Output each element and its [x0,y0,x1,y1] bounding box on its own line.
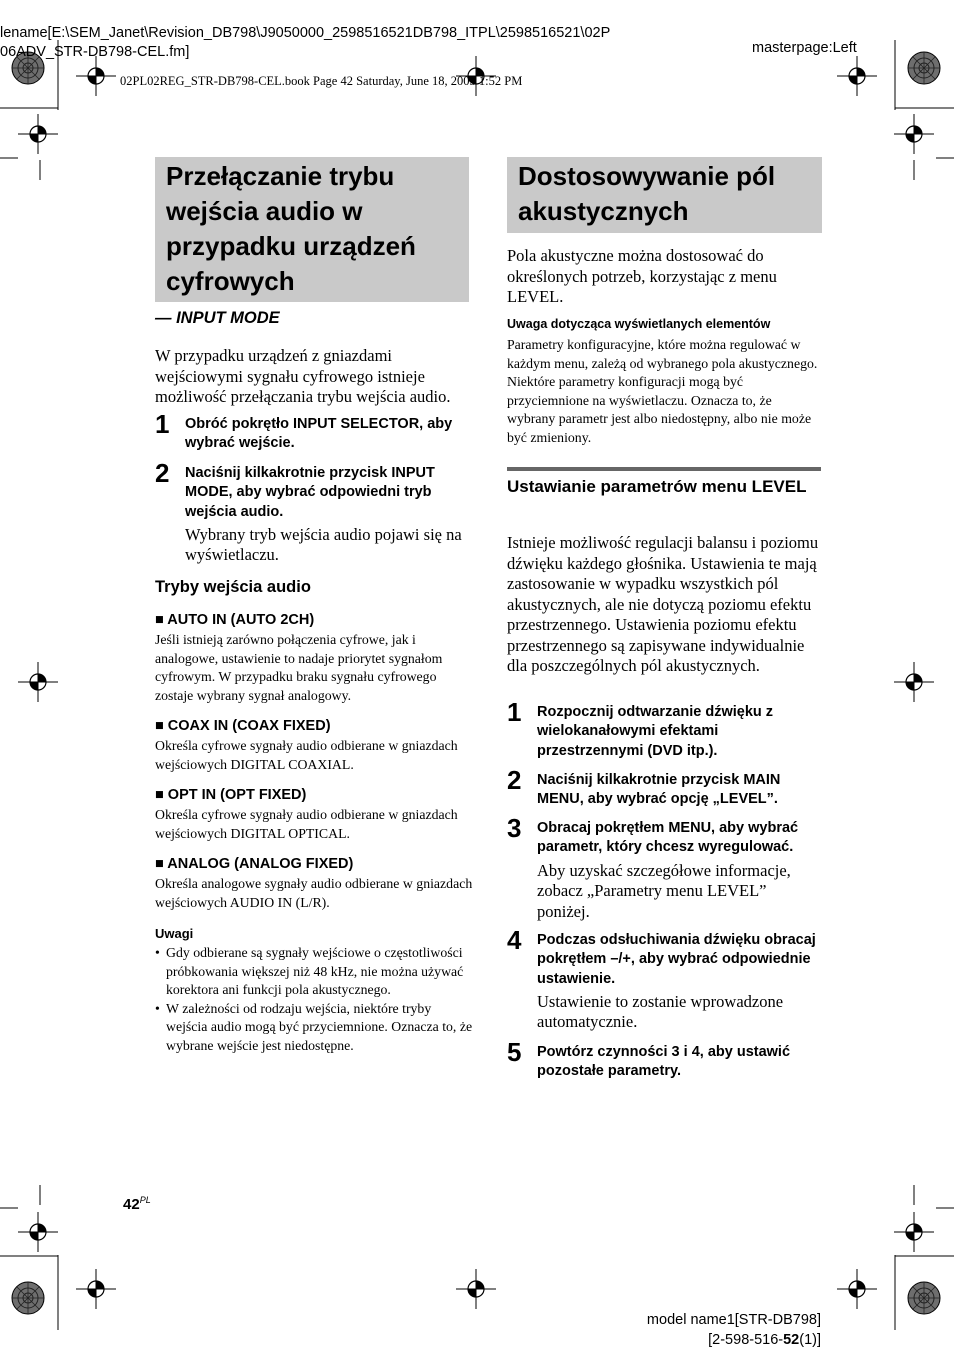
model-label [647,1310,821,1350]
step-description: Wybrany tryb wejścia audio pojawi się na wyświetlaczu. [185,524,462,565]
left-heading-box [155,157,469,302]
right-step-5 [507,1037,823,1082]
step-number: 4 [507,925,522,955]
section-heading: Ustawianie parametrów menu LEVEL [507,477,807,496]
page-number-value: 42 [123,1196,140,1213]
modes-heading: Tryby wejścia audio [155,578,311,596]
note-text: Gdy odbierane są sygnały wejściowe o częstotliwości próbkowania większej niż 48 kHz, nie można używać korektora ani funkcji pola akustycznego. [166,945,464,997]
step-description: Aby uzyskać szczegółowe informacje, zobacz „Parametry menu LEVEL” poniżej. [537,860,791,921]
step-text: Rozpocznij odtwarzanie dźwięku z wielokanałowymi efektami przestrzennymi (DVD itp.). [537,704,774,759]
square-bullet-icon: ■ [155,612,164,628]
masterpage-label: masterpage:Left [752,40,857,56]
section-intro: Istnieje możliwość regulacji balansu i poziomu dźwięku każdego głośnika. Ustawienia te mają zastosowanie w wypadku wszystkich pól akustycznych, ale nie dotyczą poziomu efektu przestrzennego. Ustawienia poziomu efektu przestrzennego są zapisywane indywidualnie dla poszczególnych pól akustycznych. [507,533,819,675]
step-number: 3 [507,813,522,843]
step-number: 5 [507,1037,522,1067]
mode-coax-in [155,718,473,774]
model-line-2: [2-598-516-52(1)] [708,1332,821,1348]
note-item [155,944,473,1000]
left-subtitle: — INPUT MODE [155,309,280,327]
step-text: Powtórz czynności 3 i 4, aby ustawić pozostałe parametry. [537,1044,791,1080]
section-rule [507,467,821,471]
mode-analog [155,856,473,912]
filename-line-1: lename[E:\SEM_Janet\Revision_DB798\J9050000_2598516521DB798_ITPL\2598516521\02P [0,25,611,41]
display-note-heading: Uwaga dotycząca wyświetlanych elementów [507,317,771,331]
right-step-2 [507,765,823,810]
model-line-1: model name1[STR-DB798] [646,1312,821,1328]
step-text: Podczas odsłuchiwania dźwięku obracaj pokrętłem –/+, aby wybrać odpowiednie ustawienie. [537,932,816,987]
right-heading-box [507,157,822,233]
mode-text: Określa cyfrowe sygnały audio odbierane w gniazdach wejściowych DIGITAL COAXIAL. [155,738,458,772]
left-step-1 [155,409,473,454]
right-step-1 [507,697,823,761]
mode-title: AUTO IN (AUTO 2CH) [167,612,315,628]
book-info-line: 02PL02REG_STR-DB798-CEL.book Page 42 Saturday, June 18, 2005 1:52 PM [120,74,523,88]
square-bullet-icon: ■ [155,718,164,734]
mode-title: OPT IN (OPT FIXED) [167,787,307,803]
step-number: 2 [507,765,522,795]
left-heading: Przełączanie trybu wejścia audio w przypadku urządzeń cyfrowych [166,161,416,296]
step-text: Naciśnij kilkakrotnie przycisk INPUT MODE, aby wybrać odpowiedni tryb wejścia audio. [185,465,435,520]
step-description: Ustawienie to zostanie wprowadzone automatycznie. [537,991,784,1032]
filename-label [0,24,660,62]
mode-title: ANALOG (ANALOG FIXED) [167,856,354,872]
step-text: Naciśnij kilkakrotnie przycisk MAIN MENU, aby wybrać opcję „LEVEL”. [537,772,781,808]
mode-text: Określa cyfrowe sygnały audio odbierane w gniazdach wejściowych DIGITAL OPTICAL. [155,807,458,841]
step-number: 1 [155,409,170,439]
mode-title: COAX IN (COAX FIXED) [167,718,331,734]
step-text: Obróć pokrętło INPUT SELECTOR, aby wybrać wejście. [185,416,453,452]
bullet-icon: • [155,945,160,960]
mode-text: Jeśli istnieją zarówno połączenia cyfrowe, jak i analogowe, ustawienie to nadaje priorytet sygnałom cyfrowym. W przypadku braku sygnału cyfrowego zostaje wybrany sygnał analogowy. [155,632,443,703]
display-note-text: Parametry konfiguracyjne, które można regulować w każdym menu, zależą od wybranego pola akustycznego. Niektóre parametry konfiguracji mogą być przyciemnione na wyświetlaczu. Oznacza to, że wybrany parametr jest albo niedostępny, albo nie może być zmieniony. [507,337,818,445]
right-step-4 [507,925,823,1033]
left-step-2 [155,458,473,566]
mode-opt-in [155,787,473,843]
right-intro: Pola akustyczne można dostosować do określonych potrzeb, korzystając z menu LEVEL. [507,246,777,306]
mode-text: Określa analogowe sygnały audio odbierane w gniazdach wejściowych AUDIO IN (L/R). [155,876,473,910]
step-text: Obracaj pokrętłem MENU, aby wybrać parametr, który chcesz wyregulować. [537,820,799,856]
note-item [155,1000,473,1056]
right-heading: Dostosowywanie pól akustycznych [518,161,776,226]
bullet-icon: • [155,1000,160,1016]
page-number-suffix: PL [139,1195,151,1205]
notes-heading: Uwagi [155,926,194,941]
notes-list [155,944,473,1055]
page-number [123,1195,151,1213]
mode-auto-in [155,612,473,705]
right-step-3 [507,813,823,922]
square-bullet-icon: ■ [155,856,164,872]
filename-line-2: 06ADV_STR-DB798-CEL.fm] [0,44,190,60]
step-number: 2 [155,458,170,488]
note-text: W zależności od rodzaju wejścia, niektóre tryby wejścia audio mogą być przyciemnione. Oznacza to, że wybrane wejście jest niedostępne. [166,1000,473,1053]
square-bullet-icon: ■ [155,787,164,803]
left-intro: W przypadku urządzeń z gniazdami wejściowymi sygnału cyfrowego istnieje możliwość przełączania trybu wejścia audio. [155,346,451,406]
step-number: 1 [507,697,522,727]
